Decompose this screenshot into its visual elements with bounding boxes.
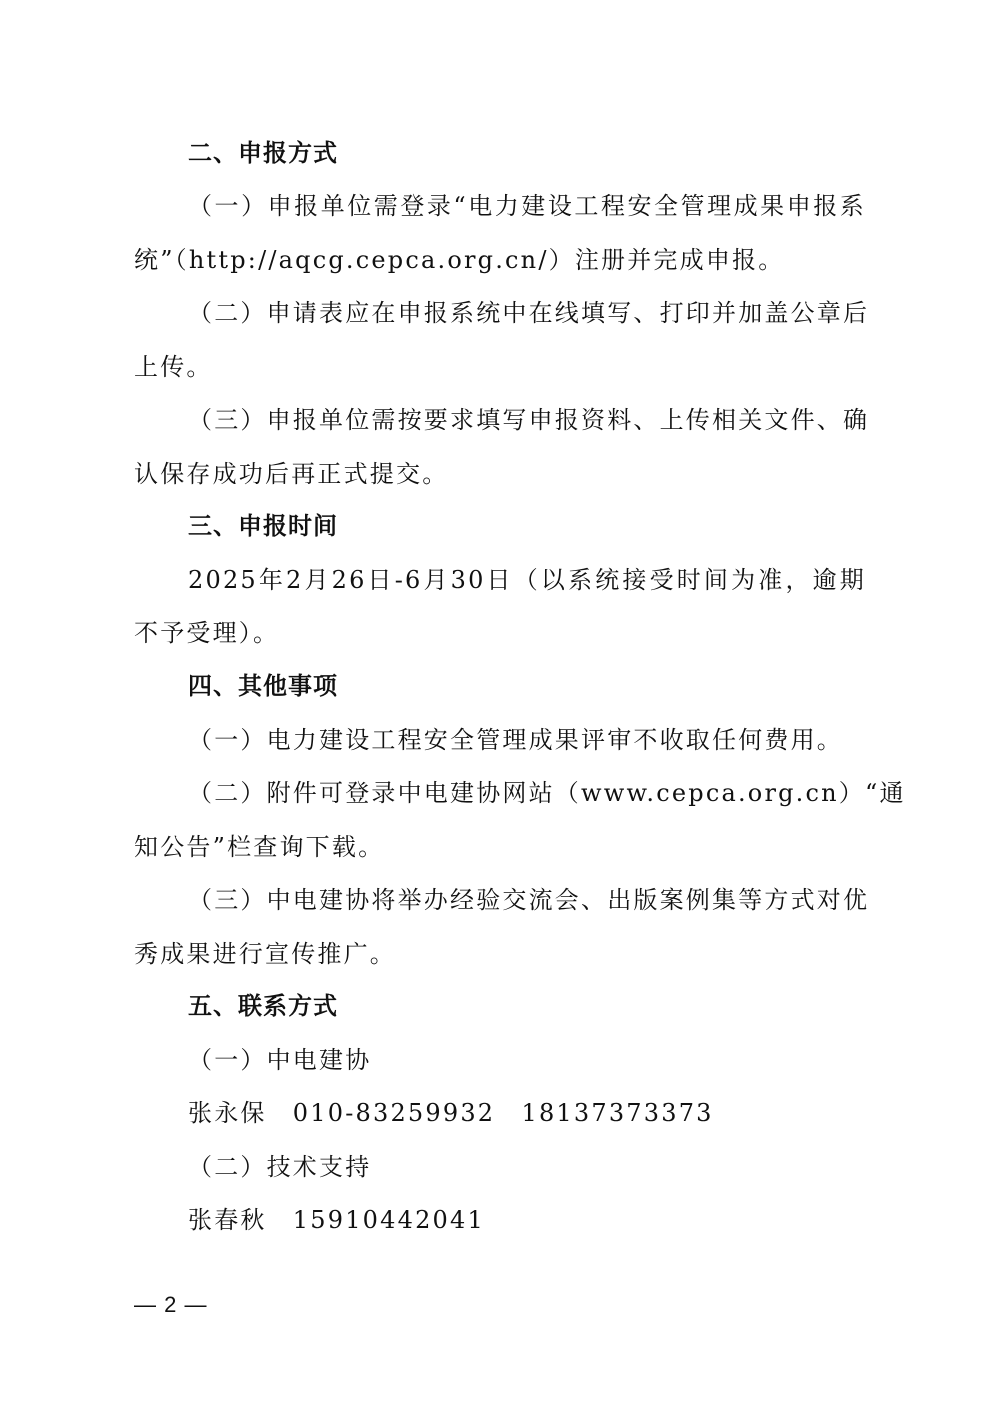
other-item3-line2: 秀成果进行宣传推广。 <box>134 940 396 968</box>
method-item3-line2: 认保存成功后再正式提交。 <box>134 460 449 488</box>
other-item2-line1: （二）附件可登录中电建协网站（www.cepca.org.cn）“通 <box>188 779 906 807</box>
method-item2-line1: （二）申请表应在申报系统中在线填写、打印并加盖公章后 <box>188 299 870 327</box>
section-heading-time: 三、申报时间 <box>188 512 338 540</box>
section-heading-other: 四、其他事项 <box>188 672 338 700</box>
other-item1: （一）电力建设工程安全管理成果评审不收取任何费用。 <box>188 726 843 754</box>
time-line1: 2025年2月26日-6月30日（以系统接受时间为准，逾期 <box>188 566 866 594</box>
section-heading-method: 二、申报方式 <box>188 139 338 167</box>
method-item1-line1: （一）申报单位需登录“电力建设工程安全管理成果申报系 <box>188 192 866 220</box>
method-item3-line1: （三）申报单位需按要求填写申报资料、上传相关文件、确 <box>188 406 870 434</box>
section-heading-contact: 五、联系方式 <box>188 992 338 1020</box>
contact-group2-label: （二）技术支持 <box>188 1153 372 1181</box>
page-number: — 2 — <box>134 1292 208 1317</box>
contact-group2-person: 张春秋 15910442041 <box>188 1206 485 1234</box>
contact-group1-label: （一）中电建协 <box>188 1046 372 1074</box>
method-item2-line2: 上传。 <box>134 353 213 381</box>
time-line2: 不予受理）。 <box>134 619 280 647</box>
other-item2-line2: 知公告”栏查询下载。 <box>134 833 385 861</box>
contact-group1-person: 张永保 010-83259932 18137373373 <box>188 1099 714 1127</box>
method-item1-line2: 统”（http://aqcg.cepca.org.cn/）注册并完成申报。 <box>134 246 785 274</box>
other-item3-line1: （三）中电建协将举办经验交流会、出版案例集等方式对优 <box>188 886 870 914</box>
